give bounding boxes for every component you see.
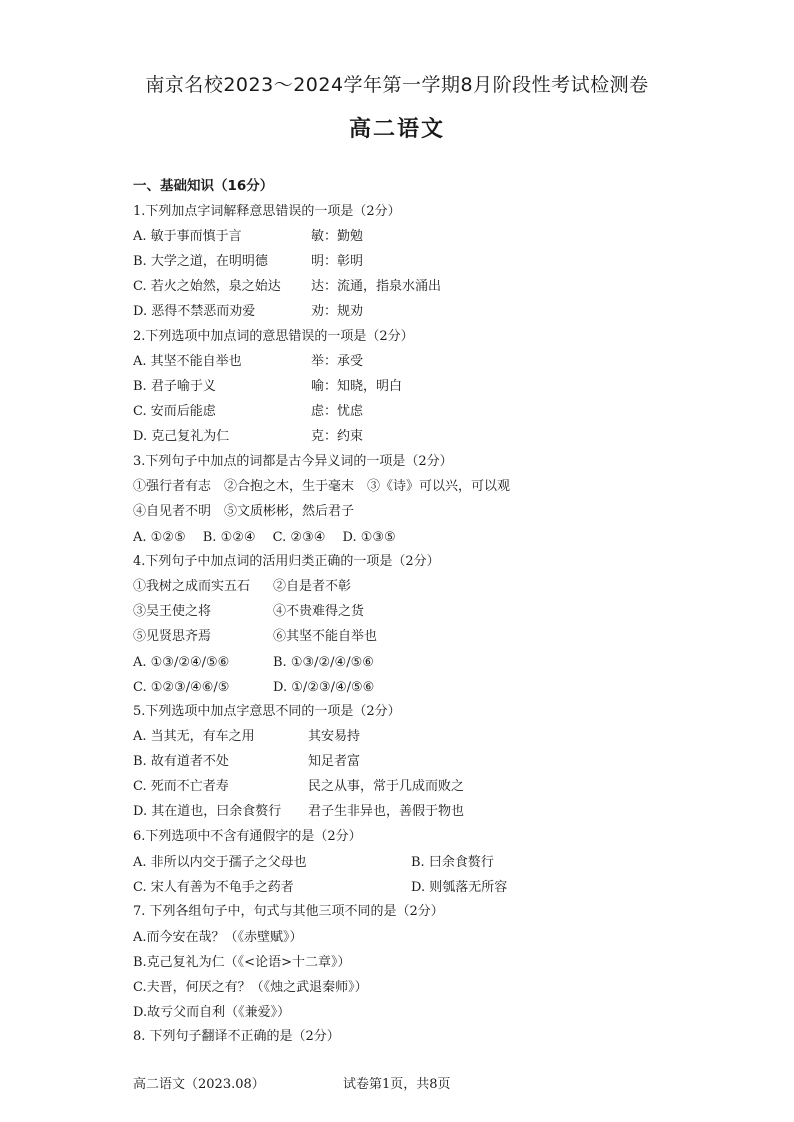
item-1: ①我树之成而实五石 xyxy=(133,579,251,594)
option-a: A. 当其无，有车之用 xyxy=(133,729,255,744)
item-6: ⑥其坚不能自举也 xyxy=(273,629,378,644)
question-stem: 3.下列句子中加点的词都是古今异义词的一项是（2分） xyxy=(133,454,453,469)
question-stem: 4.下列句子中加点词的活用归类正确的一项是（2分） xyxy=(133,554,440,569)
option-b-gloss: 喻：知晓，明白 xyxy=(311,379,403,394)
option-b-compare: 知足者富 xyxy=(308,754,361,769)
item-line-2: ④自见者不明 ⑤文质彬彬，然后君子 xyxy=(133,504,355,519)
question-stem: 7. 下列各组句子中，句式与其他三项不同的是（2分） xyxy=(133,904,444,919)
option-a: A. ①③/②④/⑤⑥ xyxy=(133,655,230,670)
item-2: ②自是者不彰 xyxy=(273,579,352,594)
option-c-gloss: 达：流通，指泉水涌出 xyxy=(311,279,442,294)
question-stem: 2.下列选项中加点词的意思错误的一项是（2分） xyxy=(133,329,414,344)
option-b: B. 君子喻于义 xyxy=(133,379,216,394)
question-stem: 6.下列选项中不含有通假字的是（2分） xyxy=(133,829,362,844)
option-c: C.夫晋，何厌之有？（《烛之武退秦师》） xyxy=(133,980,368,995)
exam-subtitle: 高二语文 xyxy=(348,117,445,142)
option-a: A.而今安在哉？（《赤壁赋》） xyxy=(133,930,303,945)
item-3: ③吴王使之将 xyxy=(133,604,212,619)
option-a: A. 非所以内交于孺子之父母也 xyxy=(133,855,307,870)
option-a-gloss: 敏：勤勉 xyxy=(311,229,364,244)
option-c: C. 安而后能虑 xyxy=(133,404,216,419)
option-d: D.故亏父而自利（《兼爱》） xyxy=(133,1005,291,1020)
footer-subject: 高二语文（2023.08） xyxy=(133,1077,265,1092)
option-c-gloss: 虑：忧虑 xyxy=(311,404,364,419)
option-d-gloss: 克：约束 xyxy=(311,429,364,444)
option-d: D. ①/②③/④/⑤⑥ xyxy=(273,680,375,695)
option-d-gloss: 劝：规劝 xyxy=(311,304,364,319)
option-b: B. 故有道者不处 xyxy=(133,754,229,769)
question-stem: 1.下列加点字词解释意思错误的一项是（2分） xyxy=(133,204,401,219)
item-4: ④不贵难得之货 xyxy=(273,604,365,619)
option-d-compare: 君子生非异也，善假于物也 xyxy=(308,804,465,819)
option-c: C. 死而不亡者寿 xyxy=(133,779,229,794)
option-c-compare: 民之从事，常于几成而败之 xyxy=(308,779,465,794)
option-a-gloss: 举：承受 xyxy=(311,354,364,369)
option-a-compare: 其安易持 xyxy=(308,729,361,744)
exam-title: 南京名校2023～2024学年第一学期8月阶段性考试检测卷 xyxy=(145,74,649,96)
option-b: B. 曰余食赘行 xyxy=(411,855,494,870)
option-c: C. 若火之始然，泉之始达 xyxy=(133,279,281,294)
question-stem: 8. 下列句子翻译不正确的是（2分） xyxy=(133,1029,340,1044)
option-a: A. 敏于事而慎于言 xyxy=(133,229,242,244)
answer-options: A. ①②⑤ B. ①②④ C. ②③④ D. ①③⑤ xyxy=(133,530,396,545)
option-b: B. ①③/②/④/⑤⑥ xyxy=(273,655,374,670)
footer-page-number: 试卷第1页，共8页 xyxy=(343,1077,451,1092)
option-b-gloss: 明：彰明 xyxy=(311,254,364,269)
option-a: A. 其坚不能自举也 xyxy=(133,354,242,369)
option-d: D. 其在道也，曰余食赘行 xyxy=(133,804,282,819)
option-c: C. 宋人有善为不龟手之药者 xyxy=(133,880,294,895)
option-d: D. 恶得不禁恶而劝爱 xyxy=(133,304,256,319)
option-b: B.克己复礼为仁（《<论语>十二章》） xyxy=(133,955,351,970)
question-stem: 5.下列选项中加点字意思不同的一项是（2分） xyxy=(133,704,401,719)
option-b: B. 大学之道，在明明德 xyxy=(133,254,268,269)
option-c: C. ①②③/④⑥/⑤ xyxy=(133,680,230,695)
option-d: D. 则瓠落无所容 xyxy=(411,880,508,895)
option-d: D. 克己复礼为仁 xyxy=(133,429,230,444)
item-5: ⑤见贤思齐焉 xyxy=(133,629,212,644)
item-line-1: ①强行者有志 ②合抱之木，生于毫末 ③《诗》可以兴，可以观 xyxy=(133,479,511,494)
section-heading: 一、基础知识（16分） xyxy=(133,178,274,194)
